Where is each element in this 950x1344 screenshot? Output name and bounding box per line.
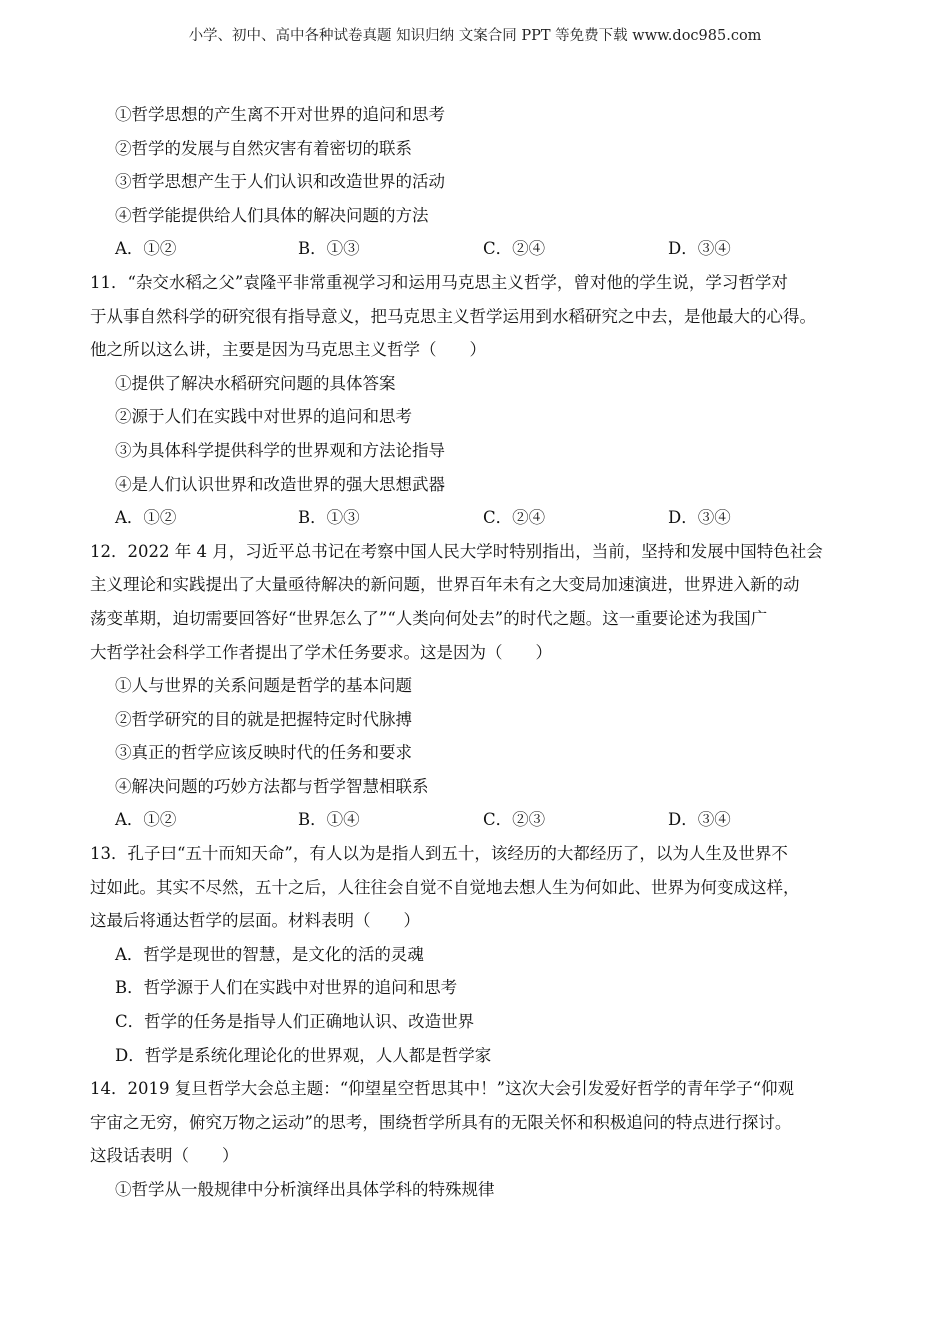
statement-item: ④哲学能提供给人们具体的解决问题的方法 — [115, 205, 429, 225]
statement-item: ②哲学的发展与自然灾害有着密切的联系 — [115, 138, 412, 158]
question-14 — [90, 1072, 865, 1206]
option-c: C．②④ — [483, 508, 546, 528]
question-stem-line: 他之所以这么讲，主要是因为马克思主义哲学（ ） — [90, 340, 486, 360]
answer-options — [90, 501, 865, 535]
question-stem-line: 12．2022 年 4 月，习近平总书记在考察中国人民大学时特别指出，当前，坚持和发展中国特色社会 — [90, 541, 823, 561]
statement-item: ①哲学从一般规律中分析演绎出具体学科的特殊规律 — [115, 1180, 495, 1199]
statement-item: ②源于人们在实践中对世界的追问和思考 — [115, 407, 412, 427]
statement-item: ①人与世界的关系问题是哲学的基本问题 — [115, 676, 412, 696]
question-13 — [90, 837, 865, 1072]
option-b: B．哲学源于人们在实践中对世界的追问和思考 — [115, 978, 458, 998]
question-11 — [90, 266, 865, 535]
statement-item: ④是人们认识世界和改造世界的强大思想武器 — [115, 474, 445, 494]
statement-item: ④解决问题的巧妙方法都与哲学智慧相联系 — [115, 776, 429, 796]
question-10 — [90, 98, 865, 266]
option-c: C．哲学的任务是指导人们正确地认识、改造世界 — [115, 1012, 475, 1032]
exam-content — [90, 98, 865, 1207]
statement-item: ①哲学思想的产生离不开对世界的追问和思考 — [115, 105, 445, 124]
question-stem-line: 13．孔子曰“五十而知天命”，有人以为是指人到五十，该经历的大都经历了，以为人生及世界不 — [90, 844, 788, 864]
page-header: 小学、初中、高中各种试卷真题 知识归纳 文案合同 PPT 等免费下载 www.doc985.com — [188, 28, 762, 44]
option-d: D．③④ — [668, 810, 731, 830]
option-b: B．①③ — [298, 239, 360, 259]
question-stem-line: 主义理论和实践提出了大量亟待解决的新问题，世界百年未有之大变局加速演进，世界进入新的动 — [90, 575, 800, 595]
statement-item: ③为具体科学提供科学的世界观和方法论指导 — [115, 440, 445, 460]
statement-item: ③真正的哲学应该反映时代的任务和要求 — [115, 743, 412, 763]
option-c: C．②③ — [483, 810, 546, 830]
option-c: C．②④ — [483, 239, 546, 259]
question-12 — [90, 535, 865, 837]
statement-item: ③哲学思想产生于人们认识和改造世界的活动 — [115, 172, 445, 192]
question-stem-line: 宇宙之无穷，俯究万物之运动”的思考，围绕哲学所具有的无限关怀和积极追问的特点进行探讨。 — [90, 1112, 792, 1132]
option-a: A．①② — [115, 810, 177, 830]
question-stem-line: 大哲学社会科学工作者提出了学术任务要求。这是因为（ ） — [90, 642, 552, 662]
option-b: B．①④ — [298, 810, 360, 830]
question-stem-line: 11．“杂交水稻之父”袁隆平非常重视学习和运用马克思主义哲学，曾对他的学生说，学习哲学对 — [90, 272, 788, 292]
option-a: A．①② — [115, 239, 177, 259]
option-b: B．①③ — [298, 508, 360, 528]
question-stem-line: 荡变革期，迫切需要回答好“世界怎么了”“人类向何处去”的时代之题。这一重要论述为我国广 — [90, 608, 768, 628]
answer-options — [90, 803, 865, 837]
option-a: A．哲学是现世的智慧，是文化的活的灵魂 — [115, 944, 424, 964]
question-stem-line: 于从事自然科学的研究很有指导意义，把马克思主义哲学运用到水稻研究之中去，是他最大的心得。 — [90, 306, 816, 326]
statement-item: ②哲学研究的目的就是把握特定时代脉搏 — [115, 709, 412, 729]
question-stem-line: 这最后将通达哲学的层面。材料表明（ ） — [90, 911, 420, 931]
question-stem-line: 这段话表明（ ） — [90, 1146, 239, 1166]
option-d: D．哲学是系统化理论化的世界观，人人都是哲学家 — [115, 1045, 492, 1065]
question-stem-line: 过如此。其实不尽然，五十之后，人往往会自觉不自觉地去想人生为何如此、世界为何变成这样， — [90, 877, 800, 897]
statement-item: ①提供了解决水稻研究问题的具体答案 — [115, 373, 396, 393]
option-d: D．③④ — [668, 508, 731, 528]
answer-options — [90, 232, 865, 266]
option-d: D．③④ — [668, 239, 731, 259]
option-a: A．①② — [115, 508, 177, 528]
question-stem-line: 14．2019 复旦哲学大会总主题：“仰望星空哲思其中！”这次大会引发爱好哲学的青年学子“仰观 — [90, 1079, 795, 1099]
